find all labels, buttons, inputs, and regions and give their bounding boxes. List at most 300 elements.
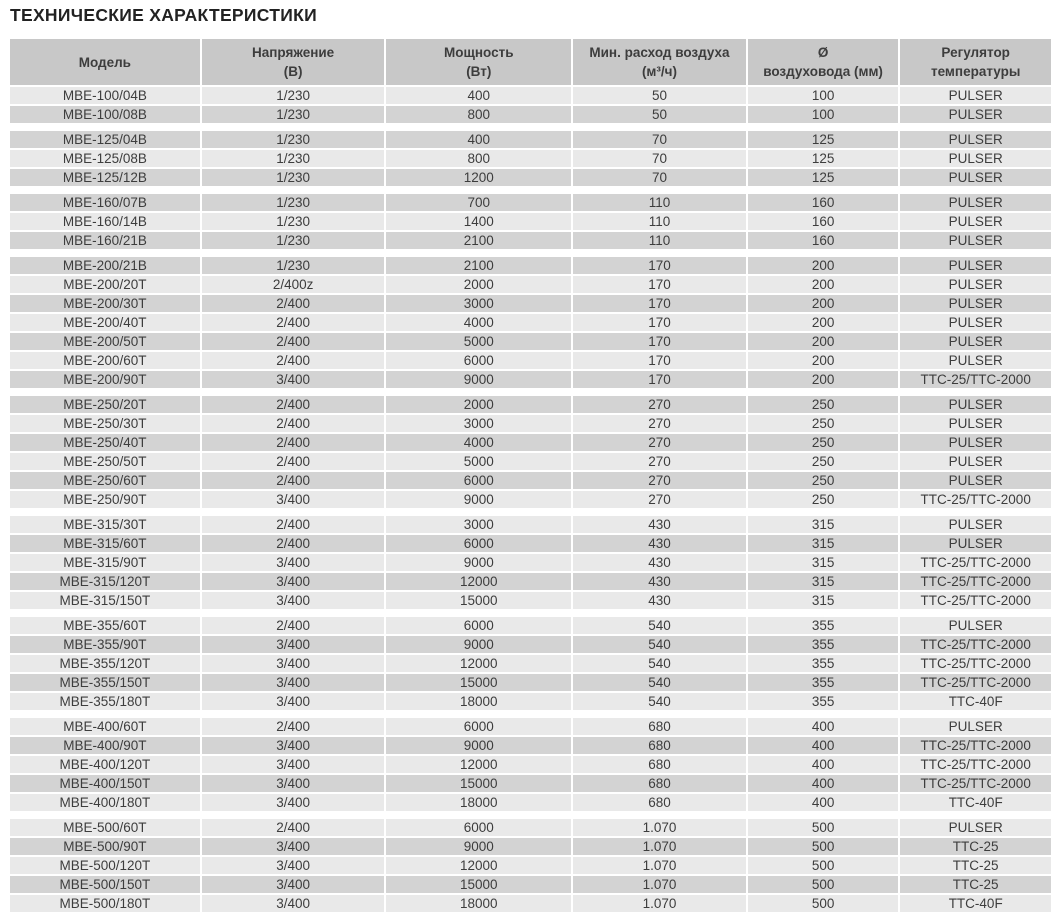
cell-model: MBE-355/90T bbox=[10, 636, 200, 653]
cell-diameter: 315 bbox=[748, 516, 899, 533]
cell-diameter: 200 bbox=[748, 295, 899, 312]
cell-diameter: 200 bbox=[748, 333, 899, 350]
cell-regulator: PULSER bbox=[900, 131, 1051, 148]
cell-voltage: 1/230 bbox=[202, 169, 385, 186]
table-row bbox=[10, 573, 1051, 590]
cell-airflow: 540 bbox=[573, 693, 746, 710]
table-row bbox=[10, 819, 1051, 836]
cell-power: 4000 bbox=[386, 434, 571, 451]
cell-voltage: 3/400 bbox=[202, 857, 385, 874]
cell-model: MBE-250/20T bbox=[10, 396, 200, 413]
column-header-line: Ø bbox=[817, 45, 829, 60]
cell-diameter: 355 bbox=[748, 655, 899, 672]
cell-diameter: 250 bbox=[748, 491, 899, 508]
cell-power: 3000 bbox=[386, 516, 571, 533]
cell-power: 3000 bbox=[386, 415, 571, 432]
cell-diameter: 160 bbox=[748, 194, 899, 211]
cell-airflow: 1.070 bbox=[573, 895, 746, 912]
cell-airflow: 270 bbox=[573, 434, 746, 451]
table-row bbox=[10, 775, 1051, 792]
cell-model: MBE-160/14B bbox=[10, 213, 200, 230]
table-row bbox=[10, 895, 1051, 912]
cell-voltage: 1/230 bbox=[202, 232, 385, 249]
cell-model: MBE-200/90T bbox=[10, 371, 200, 388]
cell-voltage: 3/400 bbox=[202, 737, 385, 754]
cell-diameter: 400 bbox=[748, 775, 899, 792]
cell-power: 2000 bbox=[386, 276, 571, 293]
cell-model: MBE-315/90T bbox=[10, 554, 200, 571]
cell-airflow: 680 bbox=[573, 775, 746, 792]
cell-power: 3000 bbox=[386, 295, 571, 312]
cell-airflow: 540 bbox=[573, 617, 746, 634]
column-header-voltage bbox=[202, 39, 385, 85]
group-separator-cell bbox=[10, 813, 1051, 817]
cell-voltage: 3/400 bbox=[202, 636, 385, 653]
cell-diameter: 125 bbox=[748, 169, 899, 186]
table-row bbox=[10, 213, 1051, 230]
cell-power: 5000 bbox=[386, 453, 571, 470]
cell-regulator: PULSER bbox=[900, 535, 1051, 552]
column-header-line: (м³/ч) bbox=[641, 64, 677, 79]
cell-voltage: 1/230 bbox=[202, 194, 385, 211]
cell-diameter: 500 bbox=[748, 895, 899, 912]
cell-regulator: PULSER bbox=[900, 396, 1051, 413]
cell-model: MBE-200/40T bbox=[10, 314, 200, 331]
cell-diameter: 315 bbox=[748, 554, 899, 571]
cell-airflow: 1.070 bbox=[573, 857, 746, 874]
cell-power: 800 bbox=[386, 150, 571, 167]
cell-model: MBE-200/50T bbox=[10, 333, 200, 350]
cell-airflow: 110 bbox=[573, 232, 746, 249]
table-row bbox=[10, 169, 1051, 186]
cell-voltage: 1/230 bbox=[202, 257, 385, 274]
cell-diameter: 200 bbox=[748, 257, 899, 274]
cell-airflow: 1.070 bbox=[573, 838, 746, 855]
cell-voltage: 2/400 bbox=[202, 314, 385, 331]
cell-power: 15000 bbox=[386, 674, 571, 691]
cell-voltage: 2/400 bbox=[202, 472, 385, 489]
cell-airflow: 170 bbox=[573, 295, 746, 312]
cell-power: 400 bbox=[386, 131, 571, 148]
group-separator bbox=[10, 510, 1051, 514]
cell-power: 4000 bbox=[386, 314, 571, 331]
cell-power: 12000 bbox=[386, 573, 571, 590]
cell-airflow: 680 bbox=[573, 756, 746, 773]
cell-airflow: 540 bbox=[573, 636, 746, 653]
cell-regulator: PULSER bbox=[900, 150, 1051, 167]
table-row bbox=[10, 106, 1051, 123]
cell-voltage: 3/400 bbox=[202, 876, 385, 893]
cell-airflow: 170 bbox=[573, 276, 746, 293]
cell-diameter: 355 bbox=[748, 636, 899, 653]
cell-regulator: TTC-40F bbox=[900, 693, 1051, 710]
cell-voltage: 3/400 bbox=[202, 693, 385, 710]
cell-voltage: 3/400 bbox=[202, 674, 385, 691]
cell-diameter: 400 bbox=[748, 718, 899, 735]
cell-voltage: 3/400 bbox=[202, 838, 385, 855]
cell-diameter: 315 bbox=[748, 535, 899, 552]
cell-model: MBE-200/30T bbox=[10, 295, 200, 312]
cell-regulator: TTC-25 bbox=[900, 876, 1051, 893]
group-separator-cell bbox=[10, 510, 1051, 514]
cell-power: 15000 bbox=[386, 592, 571, 609]
cell-regulator: PULSER bbox=[900, 352, 1051, 369]
cell-diameter: 355 bbox=[748, 674, 899, 691]
table-row bbox=[10, 693, 1051, 710]
cell-regulator: TTC-25/TTC-2000 bbox=[900, 636, 1051, 653]
cell-diameter: 250 bbox=[748, 396, 899, 413]
cell-regulator: TTC-25/TTC-2000 bbox=[900, 655, 1051, 672]
cell-regulator: PULSER bbox=[900, 213, 1051, 230]
cell-diameter: 400 bbox=[748, 737, 899, 754]
cell-regulator: TTC-40F bbox=[900, 895, 1051, 912]
cell-regulator: TTC-25/TTC-2000 bbox=[900, 775, 1051, 792]
column-header-power bbox=[386, 39, 571, 85]
cell-power: 12000 bbox=[386, 655, 571, 672]
column-header-diameter bbox=[748, 39, 899, 85]
cell-regulator: PULSER bbox=[900, 276, 1051, 293]
cell-diameter: 500 bbox=[748, 857, 899, 874]
cell-regulator: PULSER bbox=[900, 434, 1051, 451]
cell-voltage: 1/230 bbox=[202, 87, 385, 104]
column-header-line: Напряжение bbox=[251, 45, 335, 60]
table-row bbox=[10, 535, 1051, 552]
cell-voltage: 3/400 bbox=[202, 895, 385, 912]
column-header-line: Регулятор bbox=[941, 45, 1010, 60]
cell-regulator: PULSER bbox=[900, 819, 1051, 836]
cell-diameter: 100 bbox=[748, 106, 899, 123]
group-separator-cell bbox=[10, 251, 1051, 255]
table-row bbox=[10, 857, 1051, 874]
cell-model: MBE-250/90T bbox=[10, 491, 200, 508]
group-separator bbox=[10, 188, 1051, 192]
cell-power: 9000 bbox=[386, 838, 571, 855]
cell-model: MBE-400/150T bbox=[10, 775, 200, 792]
cell-airflow: 70 bbox=[573, 150, 746, 167]
cell-airflow: 1.070 bbox=[573, 876, 746, 893]
cell-regulator: PULSER bbox=[900, 472, 1051, 489]
cell-power: 9000 bbox=[386, 554, 571, 571]
cell-regulator: PULSER bbox=[900, 453, 1051, 470]
cell-airflow: 540 bbox=[573, 674, 746, 691]
cell-model: MBE-200/20T bbox=[10, 276, 200, 293]
cell-power: 6000 bbox=[386, 352, 571, 369]
group-separator-cell bbox=[10, 125, 1051, 129]
cell-diameter: 250 bbox=[748, 434, 899, 451]
cell-voltage: 3/400 bbox=[202, 756, 385, 773]
header-row bbox=[10, 39, 1051, 85]
cell-regulator: PULSER bbox=[900, 516, 1051, 533]
cell-voltage: 2/400 bbox=[202, 396, 385, 413]
specs-table-body bbox=[10, 87, 1051, 912]
table-row bbox=[10, 674, 1051, 691]
cell-model: MBE-200/60T bbox=[10, 352, 200, 369]
cell-model: MBE-355/150T bbox=[10, 674, 200, 691]
cell-power: 18000 bbox=[386, 895, 571, 912]
cell-diameter: 160 bbox=[748, 213, 899, 230]
cell-regulator: PULSER bbox=[900, 718, 1051, 735]
table-row bbox=[10, 617, 1051, 634]
table-row bbox=[10, 194, 1051, 211]
cell-power: 6000 bbox=[386, 535, 571, 552]
cell-diameter: 250 bbox=[748, 415, 899, 432]
cell-model: MBE-315/60T bbox=[10, 535, 200, 552]
cell-power: 700 bbox=[386, 194, 571, 211]
table-row bbox=[10, 257, 1051, 274]
column-header-line: температуры bbox=[930, 64, 1021, 79]
cell-diameter: 400 bbox=[748, 756, 899, 773]
cell-voltage: 2/400 bbox=[202, 333, 385, 350]
cell-power: 18000 bbox=[386, 794, 571, 811]
cell-airflow: 170 bbox=[573, 371, 746, 388]
cell-regulator: TTC-25 bbox=[900, 857, 1051, 874]
table-row bbox=[10, 554, 1051, 571]
cell-power: 6000 bbox=[386, 617, 571, 634]
cell-regulator: TTC-25/TTC-2000 bbox=[900, 573, 1051, 590]
cell-regulator: PULSER bbox=[900, 169, 1051, 186]
cell-model: MBE-315/120T bbox=[10, 573, 200, 590]
cell-model: MBE-355/180T bbox=[10, 693, 200, 710]
table-row bbox=[10, 737, 1051, 754]
cell-airflow: 170 bbox=[573, 314, 746, 331]
cell-power: 9000 bbox=[386, 491, 571, 508]
cell-model: MBE-500/90T bbox=[10, 838, 200, 855]
cell-voltage: 2/400 bbox=[202, 415, 385, 432]
cell-voltage: 2/400 bbox=[202, 516, 385, 533]
table-row bbox=[10, 636, 1051, 653]
cell-regulator: TTC-25/TTC-2000 bbox=[900, 737, 1051, 754]
cell-diameter: 250 bbox=[748, 453, 899, 470]
cell-power: 400 bbox=[386, 87, 571, 104]
cell-diameter: 200 bbox=[748, 371, 899, 388]
cell-model: MBE-400/60T bbox=[10, 718, 200, 735]
table-row bbox=[10, 276, 1051, 293]
cell-model: MBE-100/04B bbox=[10, 87, 200, 104]
cell-airflow: 110 bbox=[573, 194, 746, 211]
cell-voltage: 2/400 bbox=[202, 819, 385, 836]
cell-model: MBE-160/07B bbox=[10, 194, 200, 211]
cell-diameter: 125 bbox=[748, 131, 899, 148]
cell-diameter: 500 bbox=[748, 819, 899, 836]
cell-regulator: PULSER bbox=[900, 87, 1051, 104]
column-header-regulator bbox=[900, 39, 1051, 85]
cell-regulator: PULSER bbox=[900, 617, 1051, 634]
cell-power: 800 bbox=[386, 106, 571, 123]
cell-regulator: TTC-25/TTC-2000 bbox=[900, 371, 1051, 388]
column-header-airflow bbox=[573, 39, 746, 85]
cell-power: 9000 bbox=[386, 636, 571, 653]
table-row bbox=[10, 314, 1051, 331]
table-row bbox=[10, 131, 1051, 148]
cell-regulator: TTC-25/TTC-2000 bbox=[900, 674, 1051, 691]
cell-model: MBE-250/30T bbox=[10, 415, 200, 432]
table-row bbox=[10, 415, 1051, 432]
cell-diameter: 500 bbox=[748, 876, 899, 893]
cell-model: MBE-355/120T bbox=[10, 655, 200, 672]
cell-diameter: 200 bbox=[748, 276, 899, 293]
table-row bbox=[10, 453, 1051, 470]
cell-airflow: 110 bbox=[573, 213, 746, 230]
cell-model: MBE-355/60T bbox=[10, 617, 200, 634]
cell-voltage: 2/400 bbox=[202, 535, 385, 552]
cell-model: MBE-315/150T bbox=[10, 592, 200, 609]
table-row bbox=[10, 87, 1051, 104]
cell-airflow: 270 bbox=[573, 472, 746, 489]
cell-voltage: 3/400 bbox=[202, 592, 385, 609]
cell-power: 1400 bbox=[386, 213, 571, 230]
cell-airflow: 430 bbox=[573, 573, 746, 590]
table-row bbox=[10, 396, 1051, 413]
cell-regulator: PULSER bbox=[900, 295, 1051, 312]
group-separator-cell bbox=[10, 611, 1051, 615]
table-row bbox=[10, 794, 1051, 811]
cell-voltage: 2/400 bbox=[202, 434, 385, 451]
cell-power: 6000 bbox=[386, 718, 571, 735]
cell-power: 12000 bbox=[386, 756, 571, 773]
cell-model: MBE-315/30T bbox=[10, 516, 200, 533]
cell-voltage: 3/400 bbox=[202, 775, 385, 792]
cell-voltage: 2/400 bbox=[202, 352, 385, 369]
cell-diameter: 250 bbox=[748, 472, 899, 489]
group-separator-cell bbox=[10, 188, 1051, 192]
cell-power: 2000 bbox=[386, 396, 571, 413]
cell-regulator: PULSER bbox=[900, 415, 1051, 432]
table-row bbox=[10, 491, 1051, 508]
cell-diameter: 315 bbox=[748, 592, 899, 609]
group-separator bbox=[10, 390, 1051, 394]
table-row bbox=[10, 333, 1051, 350]
column-header-line: Мощность bbox=[444, 45, 514, 60]
cell-airflow: 1.070 bbox=[573, 819, 746, 836]
cell-airflow: 70 bbox=[573, 131, 746, 148]
cell-airflow: 430 bbox=[573, 592, 746, 609]
table-row bbox=[10, 876, 1051, 893]
column-header-line: (В) bbox=[283, 64, 303, 79]
cell-model: MBE-250/60T bbox=[10, 472, 200, 489]
cell-regulator: PULSER bbox=[900, 333, 1051, 350]
cell-regulator: PULSER bbox=[900, 106, 1051, 123]
cell-voltage: 2/400 bbox=[202, 295, 385, 312]
cell-model: MBE-200/21B bbox=[10, 257, 200, 274]
cell-regulator: TTC-25/TTC-2000 bbox=[900, 554, 1051, 571]
cell-airflow: 270 bbox=[573, 453, 746, 470]
cell-power: 9000 bbox=[386, 371, 571, 388]
cell-voltage: 3/400 bbox=[202, 491, 385, 508]
cell-regulator: TTC-25/TTC-2000 bbox=[900, 756, 1051, 773]
cell-model: MBE-160/21B bbox=[10, 232, 200, 249]
cell-diameter: 200 bbox=[748, 352, 899, 369]
cell-airflow: 270 bbox=[573, 415, 746, 432]
cell-airflow: 430 bbox=[573, 535, 746, 552]
table-row bbox=[10, 472, 1051, 489]
cell-voltage: 1/230 bbox=[202, 213, 385, 230]
column-header-line: Мин. расход воздуха bbox=[589, 45, 730, 60]
cell-diameter: 125 bbox=[748, 150, 899, 167]
cell-airflow: 170 bbox=[573, 257, 746, 274]
cell-regulator: PULSER bbox=[900, 314, 1051, 331]
cell-power: 2100 bbox=[386, 232, 571, 249]
cell-airflow: 680 bbox=[573, 794, 746, 811]
table-row bbox=[10, 756, 1051, 773]
cell-regulator: TTC-25 bbox=[900, 838, 1051, 855]
column-header-line: Модель bbox=[78, 54, 131, 70]
cell-diameter: 400 bbox=[748, 794, 899, 811]
cell-voltage: 3/400 bbox=[202, 554, 385, 571]
cell-airflow: 170 bbox=[573, 352, 746, 369]
cell-diameter: 355 bbox=[748, 693, 899, 710]
cell-power: 15000 bbox=[386, 876, 571, 893]
cell-voltage: 3/400 bbox=[202, 794, 385, 811]
table-row bbox=[10, 434, 1051, 451]
cell-voltage: 3/400 bbox=[202, 371, 385, 388]
column-header-line: (Вт) bbox=[466, 64, 492, 79]
table-row bbox=[10, 516, 1051, 533]
cell-model: MBE-100/08B bbox=[10, 106, 200, 123]
cell-voltage: 1/230 bbox=[202, 131, 385, 148]
cell-airflow: 270 bbox=[573, 491, 746, 508]
group-separator bbox=[10, 125, 1051, 129]
cell-model: MBE-125/12B bbox=[10, 169, 200, 186]
table-row bbox=[10, 592, 1051, 609]
cell-model: MBE-500/60T bbox=[10, 819, 200, 836]
column-header-model bbox=[10, 39, 200, 85]
specs-table-header bbox=[10, 39, 1051, 85]
cell-diameter: 200 bbox=[748, 314, 899, 331]
cell-diameter: 160 bbox=[748, 232, 899, 249]
cell-power: 9000 bbox=[386, 737, 571, 754]
cell-model: MBE-250/40T bbox=[10, 434, 200, 451]
group-separator bbox=[10, 813, 1051, 817]
group-separator bbox=[10, 611, 1051, 615]
table-row bbox=[10, 295, 1051, 312]
cell-model: MBE-500/120T bbox=[10, 857, 200, 874]
cell-diameter: 500 bbox=[748, 838, 899, 855]
cell-airflow: 540 bbox=[573, 655, 746, 672]
cell-regulator: TTC-25/TTC-2000 bbox=[900, 491, 1051, 508]
table-row bbox=[10, 352, 1051, 369]
cell-power: 6000 bbox=[386, 472, 571, 489]
cell-voltage: 2/400 bbox=[202, 617, 385, 634]
cell-regulator: TTC-40F bbox=[900, 794, 1051, 811]
table-row bbox=[10, 838, 1051, 855]
group-separator-cell bbox=[10, 712, 1051, 716]
cell-model: MBE-125/04B bbox=[10, 131, 200, 148]
cell-airflow: 680 bbox=[573, 718, 746, 735]
table-row bbox=[10, 718, 1051, 735]
table-row bbox=[10, 371, 1051, 388]
table-row bbox=[10, 150, 1051, 167]
cell-diameter: 100 bbox=[748, 87, 899, 104]
cell-voltage: 3/400 bbox=[202, 655, 385, 672]
cell-model: MBE-500/150T bbox=[10, 876, 200, 893]
cell-model: MBE-250/50T bbox=[10, 453, 200, 470]
cell-model: MBE-125/08B bbox=[10, 150, 200, 167]
cell-power: 15000 bbox=[386, 775, 571, 792]
cell-power: 5000 bbox=[386, 333, 571, 350]
cell-regulator: TTC-25/TTC-2000 bbox=[900, 592, 1051, 609]
cell-power: 1200 bbox=[386, 169, 571, 186]
table-row bbox=[10, 232, 1051, 249]
cell-airflow: 430 bbox=[573, 554, 746, 571]
specs-table bbox=[8, 37, 1053, 914]
cell-model: MBE-400/180T bbox=[10, 794, 200, 811]
page-title: ТЕХНИЧЕСКИЕ ХАРАКТЕРИСТИКИ bbox=[10, 5, 317, 25]
group-separator bbox=[10, 251, 1051, 255]
group-separator-cell bbox=[10, 390, 1051, 394]
cell-voltage: 1/230 bbox=[202, 150, 385, 167]
cell-airflow: 680 bbox=[573, 737, 746, 754]
cell-power: 2100 bbox=[386, 257, 571, 274]
